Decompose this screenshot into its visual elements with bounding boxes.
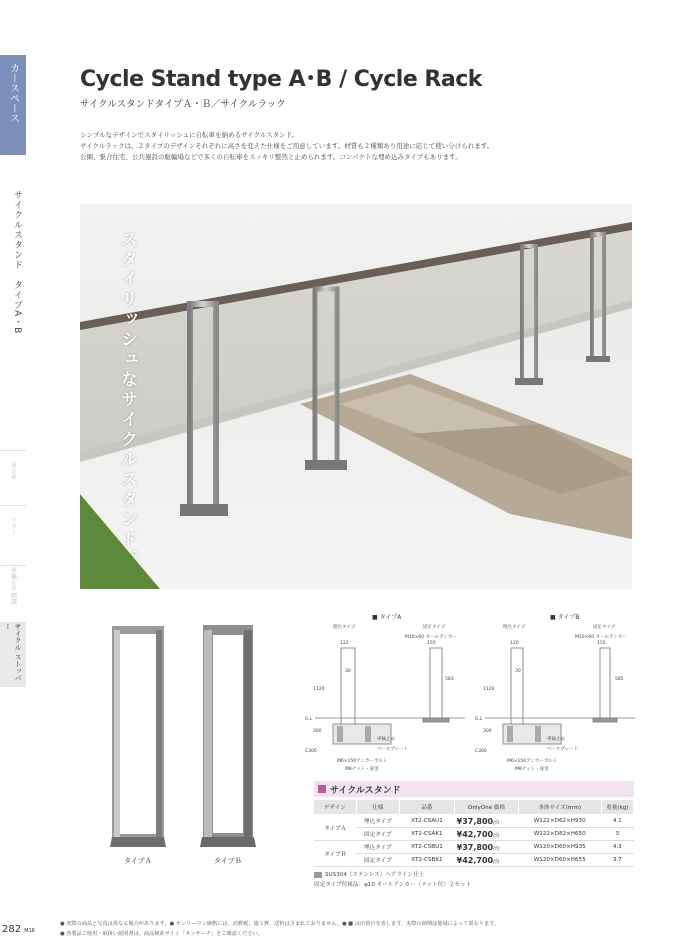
diagram-b-embed-label: 埋込タイプ [503,625,526,630]
diagram-a-gl: G.L [305,717,313,722]
price-value: ¥42,700 [456,829,494,839]
diagram-b-dim: 120 [510,641,519,646]
cell-code: XT2-CSAK1 [399,828,454,841]
diagram-a-embed-label: 埋込タイプ [333,625,356,630]
hero-photo-illustration [80,204,632,589]
description [80,130,640,163]
diagram-a-base: ベースプレート [377,747,409,752]
side-tab-label: サイクル ストッパー [4,623,22,682]
price-unit: /台 [493,832,500,839]
diagram-b-dim: 30 [515,669,521,674]
diagram-b-fixed-label: 固定タイプ [593,625,616,630]
col-header: デザイン [314,800,356,815]
diagram-a-dim: 30 [345,669,351,674]
cell-type: 埋込タイプ [356,815,399,828]
diagram-b-bolt: M6×150アンカーボルト [507,759,558,764]
col-header: 重量(kg) [601,800,633,815]
side-category-label: カースペース [7,63,19,123]
diagram-b-dim: 1120 [483,687,495,692]
diagram-b-title: ■ タイプB [550,614,580,621]
side-tab-3[interactable] [0,565,26,606]
table-row [314,815,634,828]
diagram-b-dim: 300 [483,729,492,734]
product-image-type-b [198,625,258,850]
side-tab-2[interactable] [0,505,26,546]
price-value: ¥37,800 [456,816,494,826]
cell-code: XT2-CSAU1 [399,815,454,828]
page-title: Cycle Stand type A･B / Cycle Rack [80,67,482,92]
side-tab-label: 車止め [9,462,17,480]
table-row [314,841,634,854]
side-subcategory-label: サイクルスタンド タイプA・B [12,190,22,335]
col-header: 仕様 [356,800,399,815]
diagram-b-dim: 150 [597,641,606,646]
product-image-type-a [108,625,168,850]
diagram-a-conc: C300 [305,749,317,754]
diagram-a-dim: 150 [427,641,436,646]
cell-size: W122×D82×H650 [518,828,601,841]
diagram-a-dim: 583 [445,677,454,682]
footnote: ● 各製品ご使用・取扱い説明書は、商品検索サイト「オンサーチ」をご確認ください。 [60,931,263,937]
spec-table [314,800,634,867]
diagram-a-bolt: M6×150アンカーボルト [337,759,388,764]
diagram-type-a [305,620,470,778]
cell-design: タイプＢ [314,841,356,867]
diagram-a-dim: 122 [340,641,349,646]
section-marker-icon [318,785,326,793]
footnotes [60,919,660,939]
diagram-a-dim: 300 [313,729,322,734]
cell-price [455,854,519,867]
diagram-b-nut: M8ナット・座金 [515,767,549,772]
diagram-a-title: ■ タイプA [372,614,402,621]
col-header: OnlyOne 価格 [455,800,519,815]
price-value: ¥42,700 [456,855,494,865]
diagram-a-dim: 1120 [313,687,325,692]
diagram-a-nut: M8ナット・座金 [345,767,379,772]
cell-price [455,815,519,828]
price-unit: /台 [493,819,500,826]
cell-size: W120×D60×H935 [518,841,601,854]
diagram-a-fixed-label: 固定タイプ [423,625,446,630]
page-number [2,924,35,935]
cell-type: 埋込タイプ [356,841,399,854]
price-unit: /台 [493,845,500,852]
cell-weight: 3.7 [601,854,633,867]
diagram-a-anchor-label: M10×60 オールアンカー [405,635,457,640]
spec-table-header-row [314,800,634,815]
cell-price [455,841,519,854]
cell-design: タイプＡ [314,815,356,841]
diagram-type-b [475,620,640,778]
cell-code: XT2-CSBU1 [399,841,454,854]
cell-size: W122×D62×H930 [518,815,601,828]
product-label-type-a: タイプＡ [124,857,152,865]
col-header: 本体サイズ(mm) [518,800,601,815]
hero-caption: スタイリッシュなサイクルスタンド。 [117,230,137,570]
cell-type: 固定タイプ [356,828,399,841]
diagram-b-anchor-label: M10×60 オールアンカー [575,635,627,640]
diagram-a-stopper: 車輪止め [377,737,395,742]
diagram-b-gl: G.L [475,717,483,722]
diagram-b-dim: 585 [615,677,624,682]
spec-section-title: サイクルスタンド [330,786,401,796]
cell-weight: 4.1 [601,815,633,828]
side-tab-active[interactable] [0,622,26,687]
hero-photo [80,204,632,589]
cell-weight: 4.3 [601,841,633,854]
cell-code: XT2-CSBK1 [399,854,454,867]
cell-size: W120×D60×H655 [518,854,601,867]
spec-note [314,870,471,880]
description-line: シンプルなデザインでスタイリッシュに自転車を納めるサイクルスタンド。 [80,131,299,139]
spec-notes [314,870,471,890]
price-value: ¥37,800 [456,842,494,852]
spec-note: 固定タイプ付属品：φ10 オールアンカー（ナット付）２セット [314,882,472,888]
page-number-suffix: M16 [24,928,35,934]
side-tab-1[interactable] [0,450,26,491]
product-label-type-b: タイプＢ [214,857,242,865]
spec-section-header [314,781,634,797]
note-marker-icon [314,872,322,878]
spec-note-text: SUS304（ステンレス）ヘアライン仕上 [325,872,425,878]
footnote: ● 実際の商品と写真は異なる場合があります。● オンリーワン価格には、消費税、施工費、送料は含まれておりません。● ■ は出荷日を表します。実際の納期は地域によって異なります。 [60,921,500,927]
col-header: 品番 [399,800,454,815]
price-unit: /台 [493,858,500,865]
table-row [314,854,634,867]
page-number-value: 282 [2,924,22,935]
description-line: 公園、集合住宅、公共施設の駐輪場などで多くの自転車をスッキリ整然と止められます。コンパクトな埋め込みタイプもあります。 [80,153,462,161]
description-line: サイクルラックは、２タイプのデザインそれぞれに高さを変えた仕様をご用意しています。材質も２種類あり用途に応じて使い分けられます。 [80,142,494,150]
side-tab-label: ミラー [9,517,17,535]
page-subtitle: サイクルスタンドタイプＡ・Ｂ／サイクルラック [80,99,286,110]
diagram-b-base: ベースプレート [547,747,579,752]
cell-price [455,828,519,841]
cell-type: 固定タイプ [356,854,399,867]
side-category-tab[interactable] [0,55,26,155]
cell-weight: 3 [601,828,633,841]
diagram-b-conc: C300 [475,749,487,754]
side-tab-label: 車輪止め 標識 [9,567,17,605]
table-row [314,828,634,841]
diagram-b-stopper: 車輪止め [547,737,565,742]
